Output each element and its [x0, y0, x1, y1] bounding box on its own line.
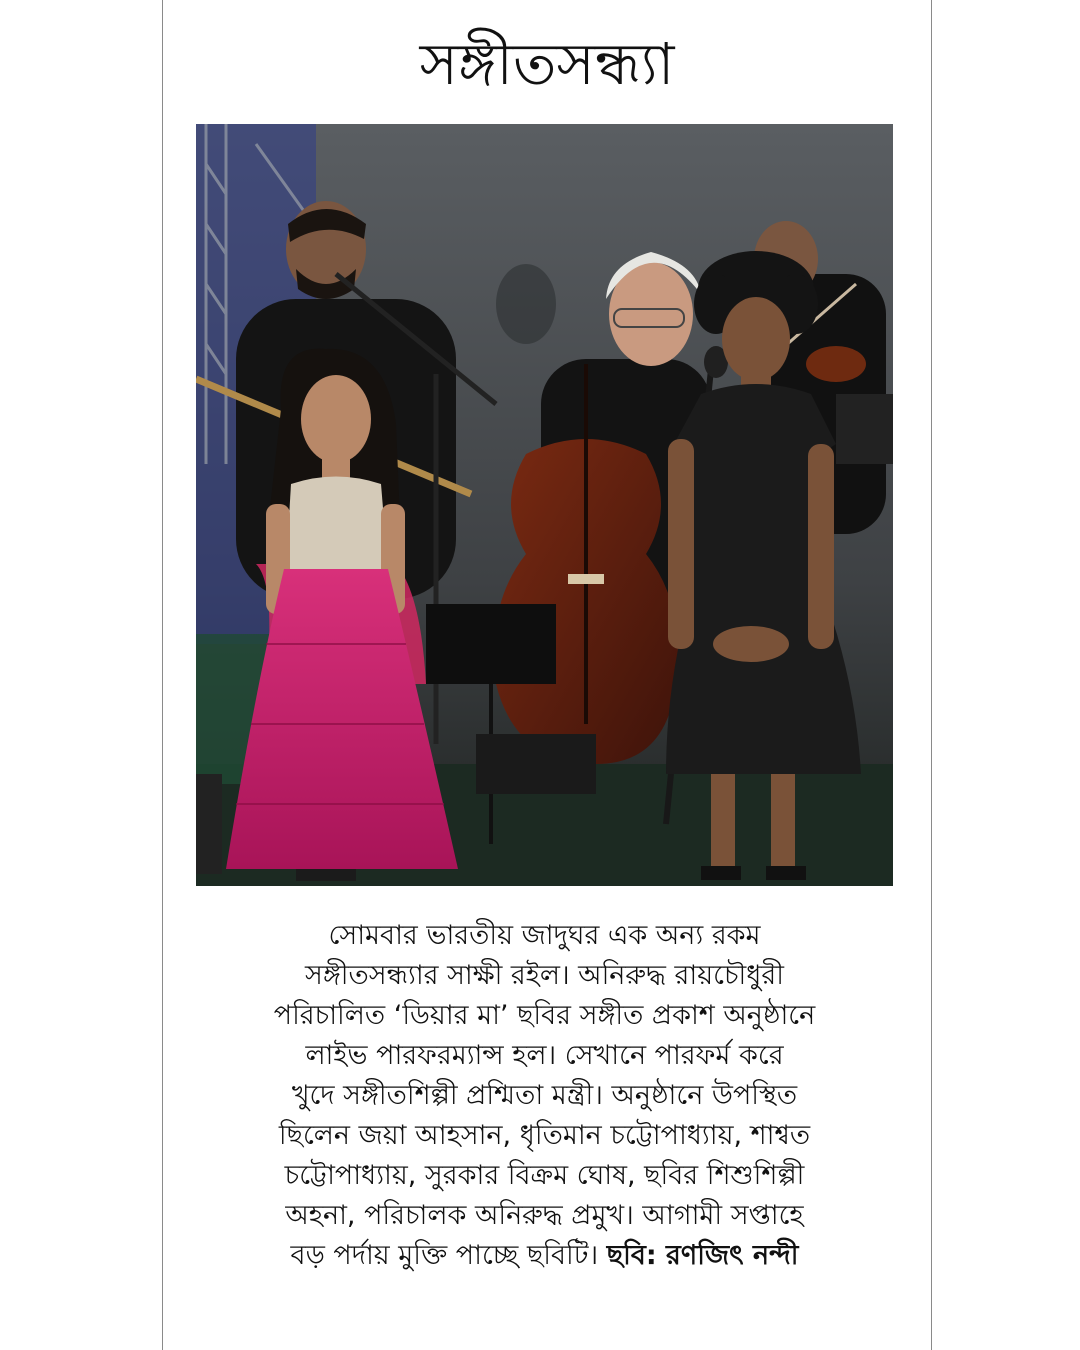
- body-line: অহনা, পরিচালক অনিরুদ্ধ প্রমুখ। আগামী সপ্তাহে: [285, 1200, 804, 1231]
- body-line: চট্টোপাধ্যায়, সুরকার বিক্রম ঘোষ, ছবির শিশুশিল্পী: [284, 1160, 805, 1191]
- body-line: লাইভ পারফরম্যান্স হল। সেখানে পারফর্ম করে: [305, 1040, 784, 1071]
- body-line: খুদে সঙ্গীতশিল্পী প্রশ্মিতা মন্ত্রী। অনুষ্ঠানে উপস্থিত: [291, 1080, 798, 1111]
- body-line: সঙ্গীতসন্ধ্যার সাক্ষী রইল। অনিরুদ্ধ রায়চৌধুরী: [305, 960, 784, 991]
- headline: সঙ্গীতসন্ধ্যা: [419, 30, 675, 98]
- body-last-line: [196, 1236, 893, 1276]
- concert-photo: [196, 124, 893, 886]
- body-line: সোমবার ভারতীয় জাদুঘর এক অন্য রকম: [328, 920, 761, 951]
- body-last-line-text: বড় পর্দায় মুক্তি পাচ্ছে ছবিটি।: [290, 1240, 599, 1271]
- photo-credit: ছবি: রণজিৎ নন্দী: [606, 1240, 799, 1271]
- column-rule-right: [931, 0, 932, 1350]
- column-rule-left: [162, 0, 163, 1350]
- body-line: ছিলেন জয়া আহসান, ধৃতিমান চট্টোপাধ্যায়, শাশ্বত: [278, 1120, 811, 1151]
- body-line: পরিচালিত ‘ডিয়ার মা’ ছবির সঙ্গীত প্রকাশ অনুষ্ঠানে: [273, 1000, 816, 1031]
- article-body: [196, 916, 893, 1276]
